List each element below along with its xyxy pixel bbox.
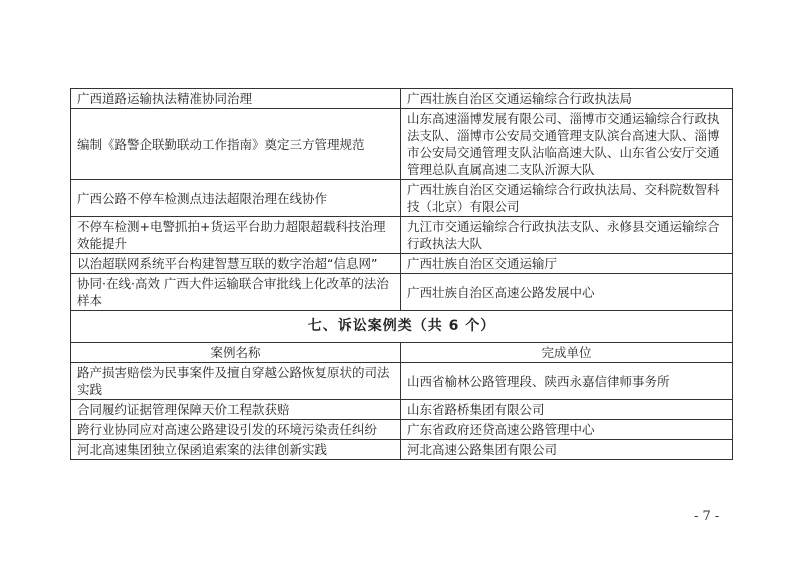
table-row (71, 440, 733, 460)
page-number: - 7 - (694, 509, 720, 524)
completing-unit: 山东高速淄博发展有限公司、淄博市交通运输综合行政执法支队、淄博市公安局交通管理支队滨台高速大队、淄博市公安局交通管理支队沾临高速大队、山东省公安厅交通管理总队直属高速二支队沂源大队 (401, 109, 733, 180)
case-name: 广西公路不停车检测点违法超限治理在线协作 (71, 180, 401, 217)
case-name: 路产损害赔偿为民事案件及擅自穿越公路恢复原状的司法实践 (71, 363, 401, 400)
completing-unit: 广西壮族自治区交通运输厅 (401, 254, 733, 274)
case-name: 广西道路运输执法精准协同治理 (71, 89, 401, 109)
case-name: 不停车检测+电警抓拍+货运平台助力超限超载科技治理效能提升 (71, 217, 401, 254)
column-header-unit: 完成单位 (401, 343, 733, 363)
completing-unit: 广西壮族自治区高速公路发展中心 (401, 274, 733, 311)
case-name: 以治超联网系统平台构建智慧互联的数字治超“信息网” (71, 254, 401, 274)
case-table (70, 88, 733, 460)
table-row (71, 254, 733, 274)
case-name: 跨行业协同应对高速公路建设引发的环境污染责任纠纷 (71, 420, 401, 440)
table-row (71, 274, 733, 311)
section-row (71, 311, 733, 343)
completing-unit: 广东省政府还贷高速公路管理中心 (401, 420, 733, 440)
completing-unit: 河北高速公路集团有限公司 (401, 440, 733, 460)
table-row (71, 420, 733, 440)
completing-unit: 广西壮族自治区交通运输综合行政执法局、交科院数智科技（北京）有限公司 (401, 180, 733, 217)
case-name: 合同履约证据管理保障天价工程款获赔 (71, 400, 401, 420)
completing-unit: 广西壮族自治区交通运输综合行政执法局 (401, 89, 733, 109)
column-header-name: 案例名称 (71, 343, 401, 363)
completing-unit: 山西省榆林公路管理段、陕西永嘉信律师事务所 (401, 363, 733, 400)
table-row (71, 217, 733, 254)
case-name: 协同·在线·高效 广西大件运输联合审批线上化改革的法治样本 (71, 274, 401, 311)
header-row (71, 343, 733, 363)
case-name: 河北高速集团独立保函追索案的法律创新实践 (71, 440, 401, 460)
table-row (71, 89, 733, 109)
section-title: 七、诉讼案例类（共 6 个） (71, 311, 733, 343)
completing-unit: 山东省路桥集团有限公司 (401, 400, 733, 420)
case-name: 编制《路警企联勤联动工作指南》奠定三方管理规范 (71, 109, 401, 180)
table-row (71, 180, 733, 217)
table-row (71, 400, 733, 420)
table-row (71, 109, 733, 180)
completing-unit: 九江市交通运输综合行政执法支队、永修县交通运输综合行政执法大队 (401, 217, 733, 254)
table-row (71, 363, 733, 400)
